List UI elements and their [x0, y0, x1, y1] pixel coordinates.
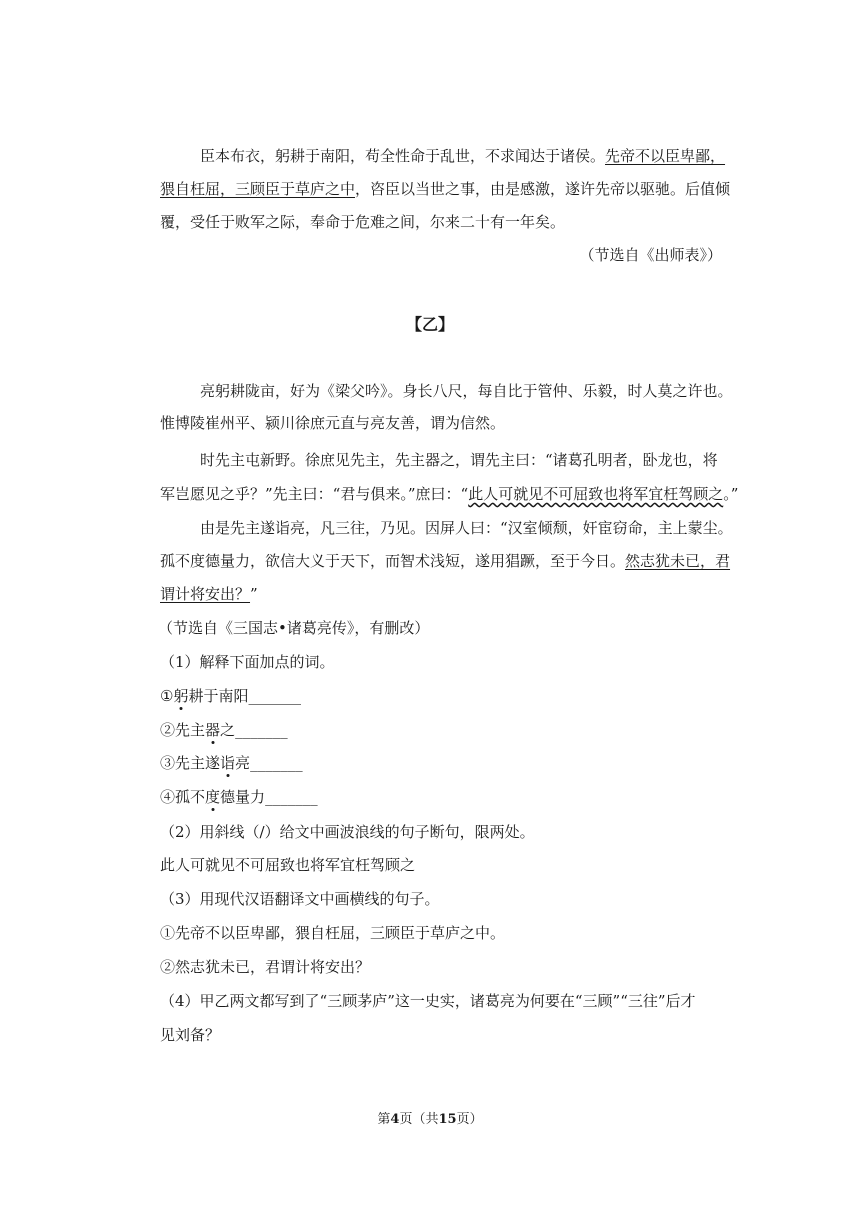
- answer-blank[interactable]: _______: [265, 788, 318, 806]
- footer-text: 第: [377, 1112, 391, 1127]
- item-text: 孤不: [175, 788, 206, 806]
- item-text: 先主遂: [175, 754, 221, 772]
- yi-text: 。”: [723, 485, 739, 503]
- jia-line-2: [160, 179, 730, 199]
- yi-text: ”: [250, 585, 258, 603]
- page-footer: [0, 1111, 860, 1129]
- item-text: 先主: [175, 721, 206, 739]
- jia-text: 覆，受任于败军之际，奉命于危难之间，尔来二十有一年矣。: [160, 213, 566, 231]
- q1-item-2: [160, 720, 288, 740]
- yi-line-7: [160, 584, 258, 604]
- yi-line-3: 时先主屯新野。徐庶见先主，先主器之，谓先主曰：“诸葛孔明者，卧龙也，将: [200, 451, 718, 469]
- q1-item-4: [160, 787, 318, 807]
- question-3-b: ②然志犹未已，君谓计将安出？: [160, 958, 371, 976]
- q1-item-1: [160, 686, 301, 706]
- footer-text: 页（共: [399, 1112, 439, 1127]
- jia-line-3: [160, 212, 565, 232]
- answer-blank[interactable]: _______: [235, 721, 288, 739]
- answer-blank[interactable]: _______: [248, 687, 301, 705]
- yi-line-1: 亮躬耕陇亩，好为《梁父吟》。身长八尺，每自比于管仲、乐毅，时人莫之许也。: [200, 382, 733, 400]
- question-2: （2）用斜线（/）给文中画波浪线的句子断句，限两处。: [160, 823, 535, 841]
- dotted-word: 度: [205, 788, 221, 806]
- item-number: ①: [160, 687, 174, 705]
- item-text: 之: [220, 721, 236, 739]
- yi-underlined-sentence: 然志犹未已，君: [625, 552, 731, 570]
- page-number: 4: [390, 1112, 400, 1127]
- jia-underlined-sentence-cont: 猥自枉屈，三顾臣于草庐之中: [160, 180, 356, 198]
- item-text: 亮: [235, 754, 251, 772]
- question-3: （3）用现代汉语翻译文中画横线的句子。: [160, 890, 440, 908]
- yi-line-6: [160, 551, 730, 571]
- yi-line-4: [160, 484, 738, 504]
- item-number: ③: [160, 754, 176, 772]
- jia-underlined-sentence: 先帝不以臣卑鄙，: [605, 147, 726, 165]
- item-number: ④: [160, 788, 176, 806]
- footer-text: 页）: [456, 1112, 483, 1127]
- total-pages: 15: [438, 1112, 457, 1127]
- yi-line-2: 惟博陵崔州平、颍川徐庶元直与亮友善，谓为信然。: [160, 414, 506, 432]
- item-text: 德量力: [220, 788, 266, 806]
- jia-source: （节选自《出师表》）: [579, 246, 722, 264]
- yi-source: （节选自《三国志•诸葛亮传》，有删改）: [158, 619, 430, 637]
- yi-text: 军岂愿见之乎？”先主曰：“君与俱来。”庶曰：“: [160, 485, 469, 503]
- yi-heading: 【乙】: [405, 315, 454, 334]
- question-4-line-2: 见刘备？: [160, 1026, 221, 1044]
- yi-text: 孤不度德量力，欲信大义于天下，而智术浅短，遂用猖蹶，至于今日。: [160, 552, 626, 570]
- jia-line-1: [200, 146, 725, 166]
- yi-line-5: 由是先主遂诣亮，凡三往，乃见。因屏人曰：“汉室倾颓，奸宦窃命，主上蒙尘。: [200, 519, 733, 537]
- yi-wavy-sentence: 此人可就见不可屈致也将军宜枉驾顾之: [468, 485, 724, 503]
- jia-text: 臣本布衣，躬耕于南阳，苟全性命于乱世，不求闻达于诸侯。: [200, 147, 606, 165]
- answer-blank[interactable]: _______: [250, 754, 303, 772]
- q1-item-3: [160, 753, 303, 773]
- dotted-word: 器: [205, 721, 221, 739]
- item-text: 耕于南阳: [188, 687, 249, 705]
- jia-text: ，咨臣以当世之事，由是感激，遂许先帝以驱驰。后值倾: [355, 180, 731, 198]
- question-1: （1）解释下面加点的词。: [160, 653, 335, 671]
- question-2-sentence: 此人可就见不可屈致也将军宜枉驾顾之: [160, 856, 416, 874]
- dotted-word: 躬: [173, 687, 189, 705]
- yi-underlined-sentence-cont: 谓计将安出？: [160, 585, 251, 603]
- question-4-line-1: （4）甲乙两文都写到了“三顾茅庐”这一史实，诸葛亮为何要在“三顾”“三往”后才: [160, 992, 696, 1010]
- item-number: ②: [160, 721, 176, 739]
- question-3-a: ①先帝不以臣卑鄙，猥自枉屈，三顾臣于草庐之中。: [160, 924, 506, 942]
- dotted-word: 诣: [220, 754, 236, 772]
